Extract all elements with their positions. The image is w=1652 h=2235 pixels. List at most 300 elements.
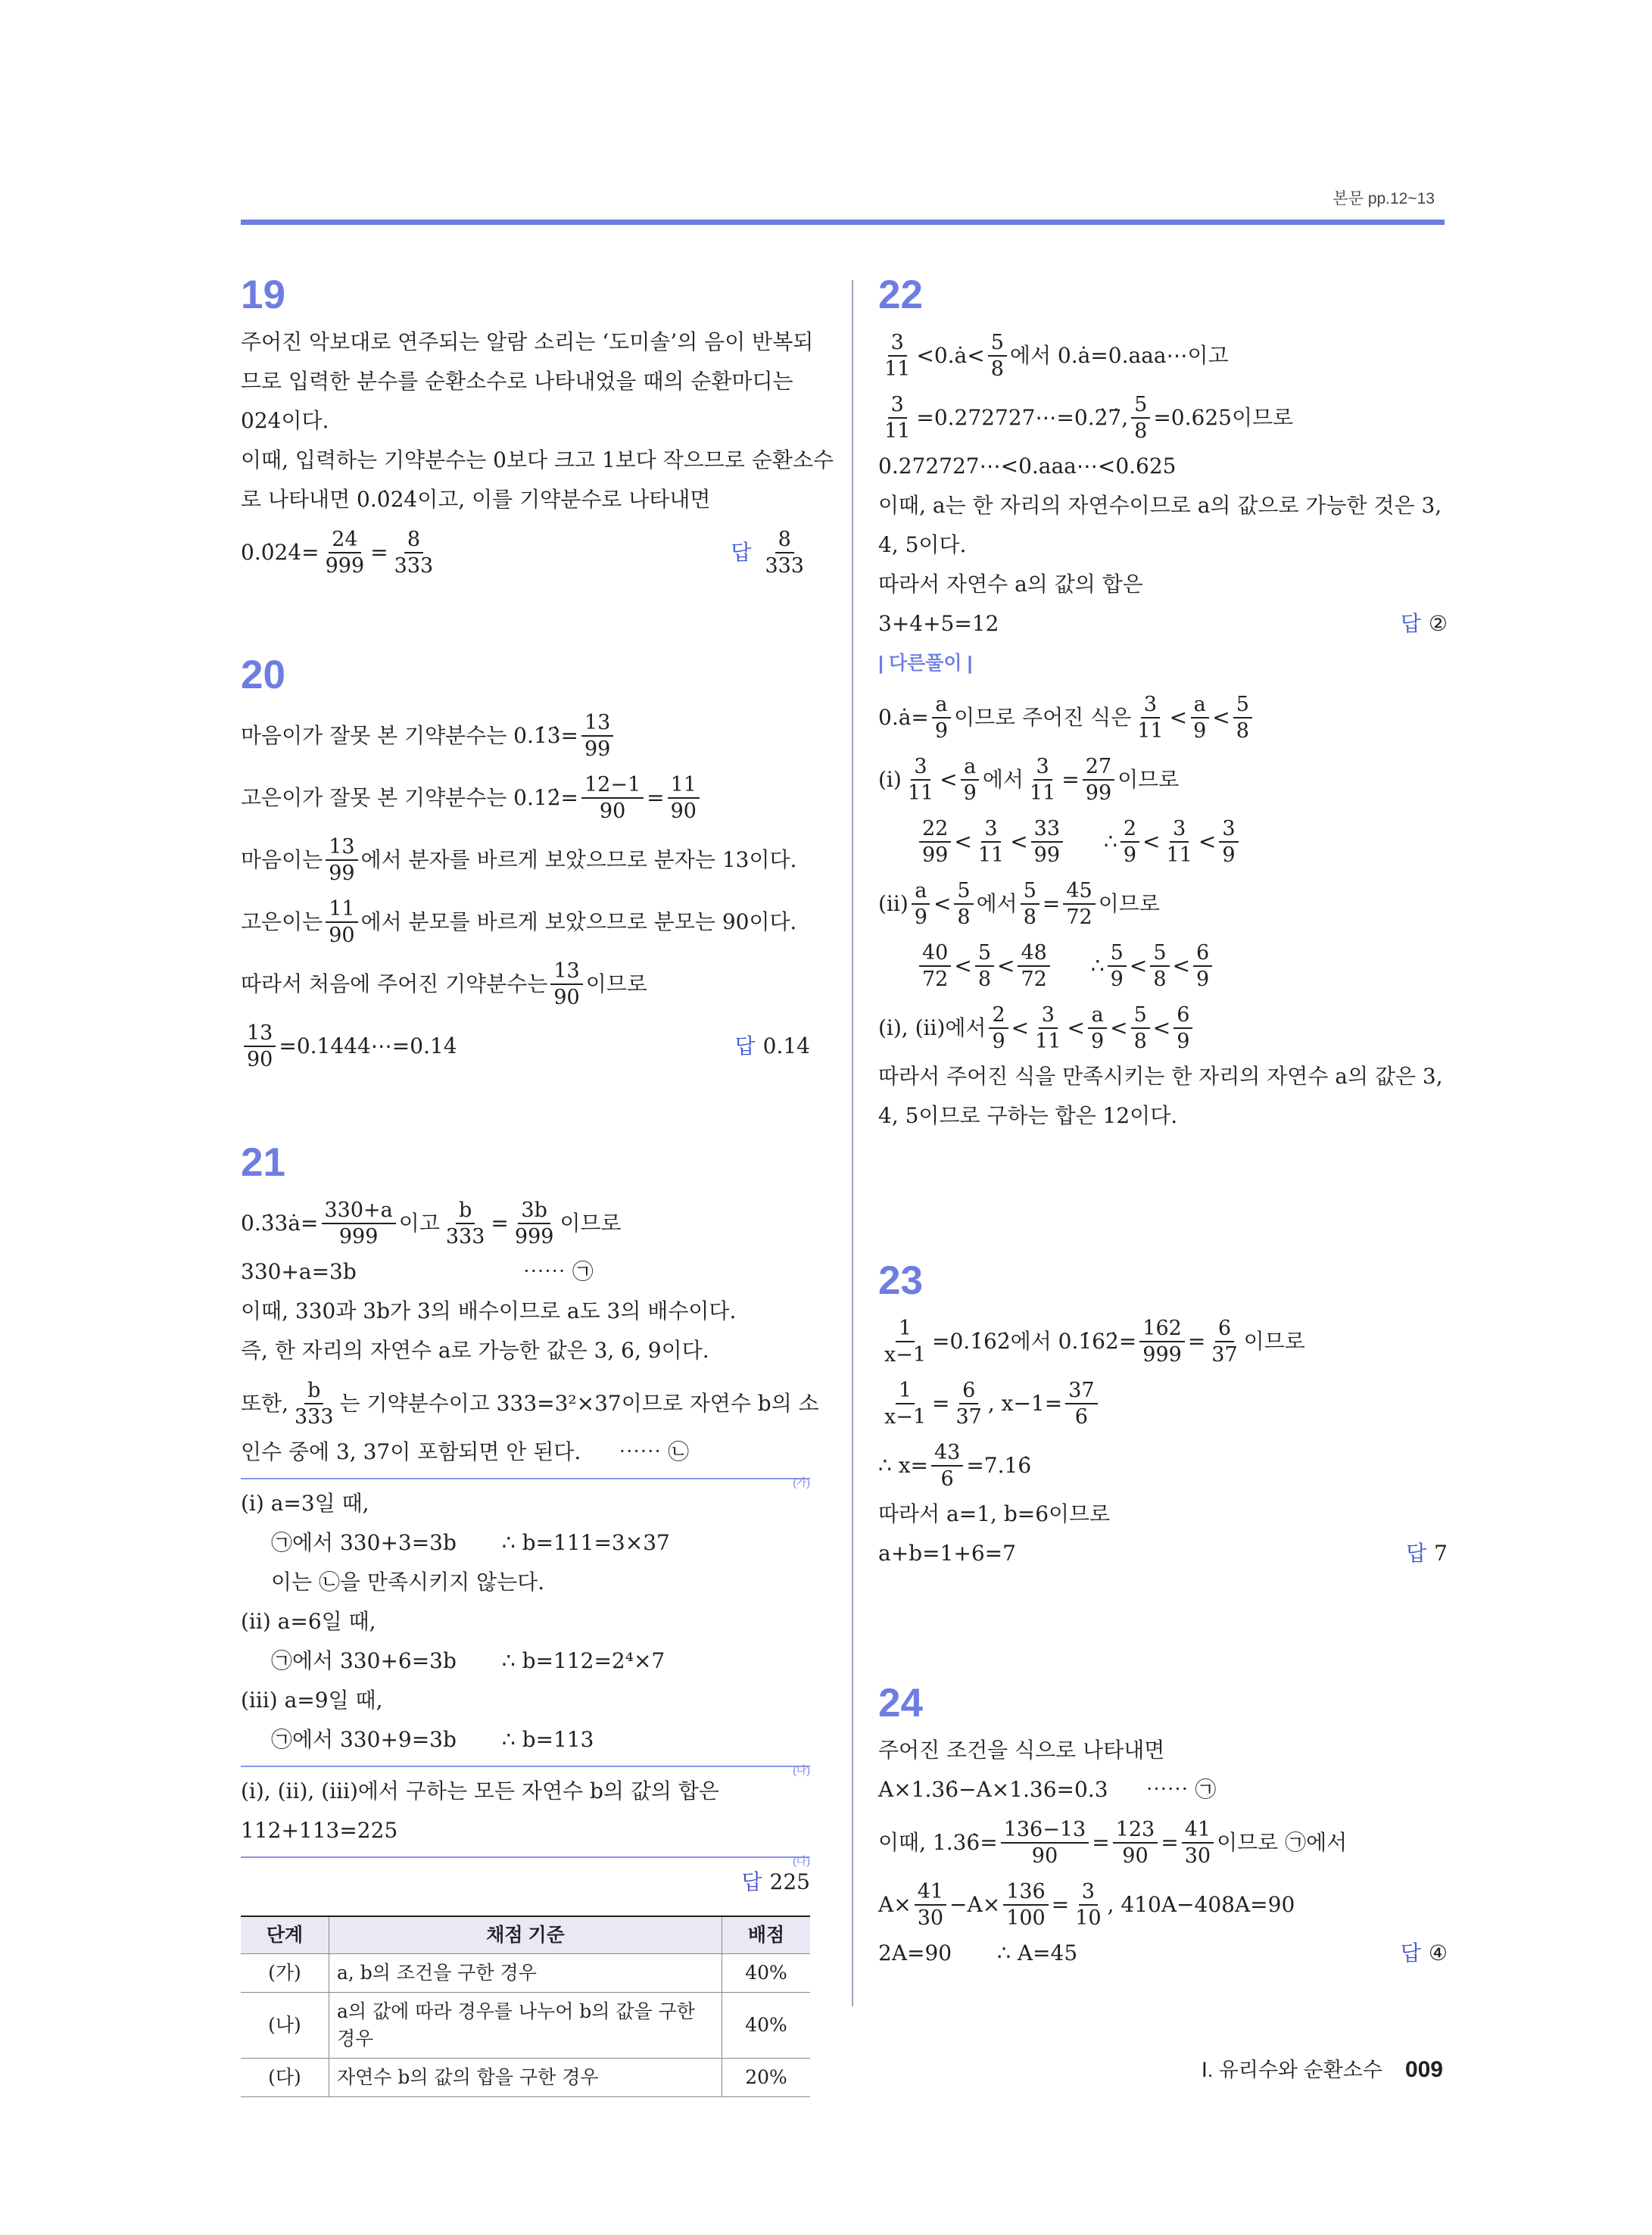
text: < [1011,1015,1030,1040]
denominator: 8 [1133,1030,1147,1053]
numerator: 24 [329,528,360,553]
numerator: 6 [959,1379,978,1404]
fraction [1083,755,1114,805]
text: 이므로 주어진 식은 [954,705,1132,730]
text: =7.16̇ [966,1453,1032,1478]
numerator: 13 [326,835,357,861]
equation-line [241,1376,819,1431]
numerator: 13 [581,711,613,737]
step-marker: (다) [793,1855,810,1867]
fraction [1134,693,1166,743]
numerator: 3 [888,393,907,419]
text: ㉠에서 330+3=3b [271,1530,457,1555]
numerator: 136−13 [1001,1818,1089,1844]
text: 에서 0.ȧ=0.aaa⋯이고 [1009,343,1229,368]
numerator: 41 [915,1880,946,1906]
fraction [244,1021,276,1071]
fraction [881,331,913,381]
column-header: 채점 기준 [329,1916,722,1954]
fraction [881,1379,929,1429]
text-line: 므로 입력한 분수를 순환소수로 나타내었을 때의 순환마디는 [241,369,793,394]
fraction [1131,393,1150,443]
text-line: 이때, a는 한 자리의 자연수이므로 a의 값으로 가능한 것은 3, [878,493,1442,518]
numerator: 33 [1031,817,1063,843]
fraction [1088,1003,1107,1053]
denominator: 9 [1123,843,1137,867]
fraction [443,1199,488,1248]
fraction [1065,1379,1097,1429]
fraction [1174,1003,1192,1053]
denominator: 100 [1006,1906,1046,1930]
answer-value: ② [1428,611,1448,636]
denominator: 999 [338,1225,379,1248]
fraction [326,835,357,885]
text: A×1.36̇−A×1.36=0.3 [878,1777,1108,1802]
text-line: (ⅰ), (ⅱ), (ⅲ)에서 구하는 모든 자연수 b의 값의 합은 [241,1778,719,1803]
fraction [1018,941,1049,991]
numerator: 123 [1113,1818,1158,1844]
text: = [932,1391,950,1416]
numerator: 3 [1170,817,1189,843]
text: 이므로 [1117,767,1180,792]
problem-number: 22 [878,273,923,317]
fraction [1193,941,1212,991]
text: < [954,953,972,978]
fraction [581,711,613,761]
denominator: 333 [765,554,804,578]
text-line: 따라서 a=1, b=6이므로 [878,1501,1111,1526]
numerator: 8 [775,528,794,553]
numerator: 48 [1018,941,1049,967]
denominator: 9 [934,719,949,743]
numerator: 5 [1021,879,1040,905]
fraction [323,528,368,578]
text: a+b=1+6=7 [878,1541,1016,1566]
denominator: 999 [325,554,365,578]
text: 에서 분자를 바르게 보았으므로 분자는 13이다. [360,847,797,872]
fraction [581,773,644,823]
equation-line [878,753,1448,807]
denominator: 11 [907,781,934,805]
text: < [997,953,1015,978]
text: ∴ b=111=3×37 [501,1530,670,1555]
text-line: 즉, 한 자리의 자연수 a로 가능한 값은 3, 6, 9이다. [241,1338,709,1363]
text-line: 주어진 조건을 식으로 나타내면 [878,1738,1165,1763]
equation-line [878,1439,1448,1493]
numerator: 1 [896,1317,915,1342]
column-divider [852,280,853,2006]
answer-label: 답 [1400,1941,1421,1965]
denominator: 37 [1211,1343,1238,1367]
text: = [1061,767,1080,792]
equation-line [878,1314,1448,1369]
equation-line [241,1019,810,1074]
scoring-table [241,1915,810,2097]
denominator: x−1 [884,1343,927,1367]
numerator: a [932,693,950,719]
text-line: (ⅲ) a=9일 때, [241,1688,383,1713]
answer [731,528,810,578]
numerator: 5 [954,879,973,905]
text: < [1110,1015,1128,1040]
denominator: 72 [922,968,949,991]
fraction [1139,1317,1185,1367]
numerator: 3b [518,1199,550,1224]
denominator: 90 [553,986,580,1009]
equation-line [241,895,810,949]
answer-value: 225 [769,1869,810,1894]
text: < [1067,1015,1085,1040]
text: 마음이는 [241,847,323,872]
answer [735,1033,810,1060]
denominator: 6 [940,1467,954,1491]
fraction [668,773,700,823]
problem-23 [878,1258,1448,1567]
alternative-solution-tag: | 다른풀이 | [878,653,973,674]
fraction [961,755,980,805]
numerator: 13 [244,1021,276,1047]
text: < [1152,1015,1171,1040]
numerator: a [912,879,930,905]
text: < [1129,953,1148,978]
equation-line [241,771,810,825]
text: = [647,785,665,810]
problem-20 [241,653,810,1074]
denominator: 99 [922,843,949,867]
text-line: 이때, 330과 3b가 3의 배수이므로 a도 3의 배수이다. [241,1298,737,1323]
denominator: 9 [992,1030,1005,1053]
fraction [391,528,437,578]
numerator: 1 [896,1379,915,1404]
text: 이므로 ㉠에서 [1217,1830,1348,1855]
text: < [940,767,958,792]
equation-line [241,1196,810,1251]
denominator: 333 [394,554,434,578]
denominator: 11 [977,843,1005,867]
numerator: 37 [1065,1379,1097,1404]
answer [1401,1940,1448,1967]
denominator: 90 [1031,1844,1058,1868]
equation-line [241,1529,810,1557]
table-cell: (가) [241,1954,329,1993]
problem-number: 21 [241,1140,285,1185]
denominator: 8 [990,357,1004,381]
text: 는 기약분수이고 333=3²×37이므로 자연수 b의 소 [339,1391,819,1416]
text: 따라서 처음에 주어진 기약분수는 [241,971,548,996]
numerator: 41 [1182,1818,1214,1844]
text: 이때, 1.36̇= [878,1830,998,1855]
fraction [919,817,951,867]
numerator: 5 [1131,1003,1150,1029]
numerator: 12−1 [581,773,644,799]
table-row [241,2059,810,2097]
text-line: 4, 5이므로 구하는 합은 12이다. [878,1103,1178,1128]
numerator: 5 [988,331,1007,357]
fraction [989,1003,1008,1053]
numerator: 6 [1174,1003,1192,1029]
answer [741,1869,810,1896]
denominator: 90 [329,924,355,947]
denominator: 9 [1193,719,1207,743]
text: 이므로 [585,971,647,996]
fraction [1121,817,1139,867]
numerator: 11 [326,897,357,923]
denominator: 72 [1021,968,1047,991]
numerator: 6 [1193,941,1212,967]
text: =0.1444⋯=0.14̇ [279,1033,457,1058]
answer-value [762,528,807,578]
equation-line [878,610,1448,637]
fraction [954,879,973,929]
denominator: 11 [884,419,911,443]
fraction [932,693,951,743]
numerator: a [961,755,979,781]
denominator: 999 [514,1225,554,1248]
table-cell: 40% [722,1954,811,1993]
text: 인수 중에 3, 37이 포함되면 안 된다. [241,1439,581,1464]
equation-line [878,1776,1448,1803]
denominator: 8 [957,906,971,929]
denominator: 9 [914,906,927,929]
text: 0.0̇24̇= [241,540,319,565]
equation-line [878,815,1448,869]
step-divider [241,1855,810,1867]
fraction [975,817,1007,867]
problem-number: 23 [878,1258,923,1303]
answer-value: 0.14̇ [762,1033,810,1058]
fraction [1031,817,1063,867]
table-row [241,1993,810,2059]
text-line: 0.272727⋯<0.aaa⋯<0.625 [878,454,1177,478]
table-cell: a의 값에 따라 경우를 나누어 b의 값을 구한 경우 [329,1993,722,2059]
numerator: 5 [975,941,994,967]
page-number: 009 [1404,2057,1443,2082]
numerator: 27 [1083,755,1114,781]
answer-label: 답 [1400,612,1421,635]
answer-value: ④ [1428,1940,1448,1965]
fraction [512,1199,557,1248]
text: 3+4+5=12 [878,611,999,636]
numerator: 330+a [322,1199,396,1224]
denominator: 10 [1075,1906,1102,1930]
problem-22 [878,273,1448,1130]
text-line: 024이다. [241,408,329,433]
denominator: 99 [584,737,611,761]
numerator: 40 [919,941,951,967]
text: =0.625이므로 [1153,405,1294,430]
equation-line [241,1726,810,1753]
text: ∴ b=113 [501,1727,594,1752]
denominator: 11 [884,357,911,381]
text: ∴ A=45 [997,1940,1078,1965]
text: 에서 분모를 바르게 보았으므로 분모는 90이다. [360,909,797,934]
table-cell: (나) [241,1993,329,2059]
denominator: 90 [670,800,697,823]
text: <0.ȧ< [916,343,985,368]
text: 0.ȧ= [878,705,929,730]
right-column [878,273,1448,1979]
denominator: 9 [1195,968,1210,991]
denominator: 8 [977,968,992,991]
text: < [954,829,972,854]
numerator: 11 [668,773,700,799]
numerator: 8 [404,528,423,553]
column-header: 단계 [241,1916,329,1954]
text: = [1051,1892,1070,1917]
numerator: b [304,1379,323,1404]
text: 이므로 [1098,891,1160,916]
text: (ⅰ), (ⅱ)에서 [878,1015,987,1040]
answer-value: 7 [1434,1541,1448,1566]
header-rule [241,220,1445,225]
fraction [919,941,951,991]
text: 0.3̇3ȧ= [241,1211,319,1236]
text: < [933,891,952,916]
equation-line [878,1376,1448,1431]
fraction [550,959,582,1009]
answer-label: 답 [731,541,752,564]
denominator: 9 [963,781,977,805]
text-line: (ⅱ) a=6일 때, [241,1609,376,1634]
page-footer [1202,2053,1443,2083]
text-line: 112+113=225 [241,1818,398,1843]
equation-line [241,709,810,763]
fraction [1032,1003,1064,1053]
fraction [912,879,930,929]
text: −A× [949,1892,1001,1917]
denominator: 999 [1142,1343,1182,1367]
answer [1401,610,1448,637]
text: < [1212,705,1230,730]
fraction [1164,817,1195,867]
fraction [988,331,1007,381]
text: 이므로 [1243,1329,1305,1354]
denominator: 72 [1066,906,1093,929]
text: < [1142,829,1161,854]
denominator: 9 [1177,1030,1190,1053]
table-row [241,1954,810,1993]
fraction [953,1379,985,1429]
page-reference: 본문 pp.12~13 [1333,190,1435,207]
fraction [881,1317,929,1367]
numerator: 3 [1039,1003,1058,1029]
equation-line [241,1439,810,1466]
numerator: 5 [1233,693,1252,719]
problem-19 [241,273,834,580]
answer-label: 답 [734,1034,756,1058]
numerator: 136 [1003,1880,1049,1906]
table-cell: 20% [722,2059,811,2097]
text: = [491,1211,509,1236]
text: < [1172,953,1190,978]
table-header-row [241,1916,810,1954]
numerator: a [1088,1003,1106,1029]
denominator: 99 [1033,843,1061,867]
equation-line [241,833,810,887]
text: 또한, [241,1391,288,1416]
equation-line [241,1258,810,1286]
numerator: 2 [1121,817,1139,843]
text: (ⅱ) [878,891,909,916]
problem-number: 19 [241,273,285,317]
equation-line [878,1940,1448,1967]
equation-line [878,877,1448,931]
numerator: b [456,1199,475,1224]
numerator: 2 [989,1003,1008,1029]
denominator: 37 [955,1405,982,1429]
text: 330+a=3b [241,1259,357,1284]
text: ㉠에서 330+9=3b [271,1727,457,1752]
denominator: 11 [1035,1030,1061,1053]
text-line: 4, 5이다. [878,532,967,557]
denominator: 9 [1110,968,1124,991]
fraction [1208,1317,1240,1367]
equation-line [241,1647,810,1675]
fraction [1150,941,1169,991]
numerator: 3 [1141,693,1160,719]
step-marker: (가) [793,1476,810,1488]
answer [1406,1540,1448,1567]
fraction [905,755,937,805]
chapter-title: Ⅰ. 유리수와 순환소수 [1201,2059,1382,2081]
denominator: 6 [1074,1405,1088,1429]
marker-1: ⋯⋯ ㉠ [1145,1777,1217,1802]
marker-1: ⋯⋯ ㉠ [522,1259,594,1284]
table-cell: 자연수 b의 값의 합을 구한 경우 [329,2059,722,2097]
fraction [881,393,913,443]
step-divider [241,1764,810,1776]
fraction [1182,1818,1214,1868]
numerator: 3 [1219,817,1238,843]
equation-line [878,1878,1448,1932]
text-line: 이때, 입력하는 기약분수는 0보다 크고 1보다 작으므로 순환소수 [241,447,834,472]
text: =0.272727⋯=0.2̇7̇, [916,405,1129,430]
text: 에서 [982,767,1024,792]
numerator: 5 [1131,393,1150,419]
step-divider [241,1476,810,1488]
text: 에서 [976,891,1018,916]
text: 2A=90 [878,1940,952,1965]
text-line: 주어진 악보대로 연주되는 알람 소리는 ‘도미솔’의 음이 반복되 [241,329,814,354]
numerator: 6 [1215,1317,1234,1342]
fraction [915,1880,946,1930]
denominator: 90 [1122,1844,1149,1868]
text: =0.1̇62̇에서 0.1̇62̇= [932,1329,1137,1354]
equation-line [878,391,1448,445]
text: < [1198,829,1217,854]
text: = [370,540,388,565]
problem-21 [241,1140,819,2097]
text-line: (ⅰ) a=3일 때, [241,1491,369,1516]
text: , x−1= [987,1391,1063,1416]
denominator: 30 [1184,1844,1211,1868]
fraction [1001,1818,1089,1868]
numerator: 162 [1139,1317,1185,1342]
text: 이고 [398,1211,440,1236]
fraction [975,941,994,991]
equation-line [241,525,810,580]
fraction [1072,1880,1104,1930]
table-cell: a, b의 조건을 구한 경우 [329,1954,722,1993]
answer-label: 답 [741,1870,762,1894]
denominator: 9 [1222,843,1236,867]
numerator: 5 [1108,941,1127,967]
fraction [1233,693,1252,743]
marker-2: ⋯⋯ ㉡ [619,1439,690,1464]
fraction [291,1379,337,1429]
problem-number: 24 [878,1681,923,1725]
text: ∴ b=112=2⁴×7 [501,1648,665,1673]
